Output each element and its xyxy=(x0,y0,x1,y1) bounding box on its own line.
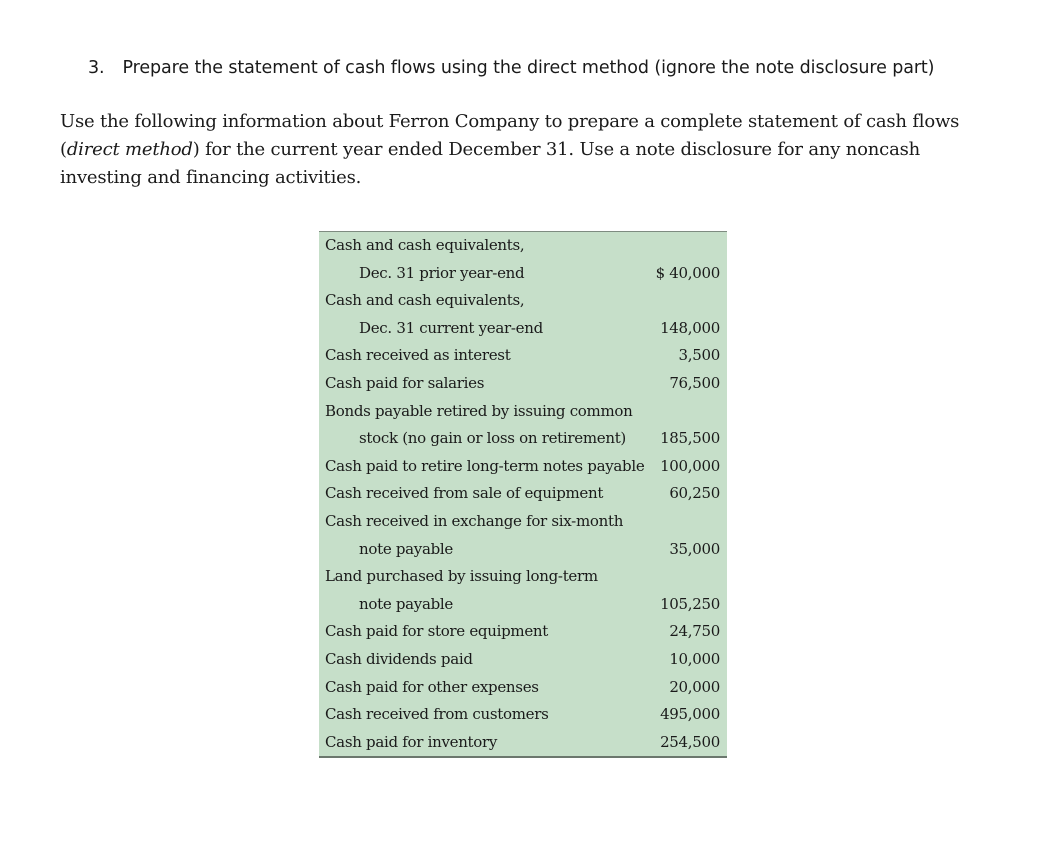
row-label: Bonds payable retired by issuing common xyxy=(325,401,633,420)
row-value: 100,000 xyxy=(660,456,720,475)
row-label: Cash and cash equivalents, xyxy=(325,236,525,254)
row-value: 10,000 xyxy=(669,649,720,668)
table-row xyxy=(319,342,727,370)
row-label: Dec. 31 current year-end xyxy=(359,318,543,337)
table-row xyxy=(319,480,727,508)
row-value: 185,500 xyxy=(660,429,720,448)
row-label: note payable xyxy=(359,539,454,558)
row-label: Cash paid for store equipment xyxy=(325,622,548,641)
table-row xyxy=(319,701,727,729)
intro-text-end: ) for the current year ended December 31. Use a note disclosure for any noncash investing and financing activities. xyxy=(60,139,921,188)
table-row xyxy=(319,425,727,453)
row-label: note payable xyxy=(359,594,454,613)
row-label: Cash paid for other expenses xyxy=(325,677,539,696)
table-row xyxy=(319,563,727,591)
table-row xyxy=(319,618,727,646)
table-row xyxy=(319,646,727,674)
row-label: Cash and cash equivalents, xyxy=(325,291,525,310)
row-value: 60,250 xyxy=(669,484,720,503)
row-value: $ 40,000 xyxy=(655,263,720,282)
row-value: 148,000 xyxy=(660,318,720,337)
table-row xyxy=(319,398,727,426)
row-value: 20,000 xyxy=(669,677,720,696)
table-row xyxy=(319,508,727,536)
row-label: Cash received from customers xyxy=(325,705,549,724)
row-value: 254,500 xyxy=(660,732,720,751)
table-row xyxy=(319,260,727,288)
row-value: 76,500 xyxy=(669,373,720,392)
row-label: Cash received as interest xyxy=(325,346,511,365)
intro-text-start: Use the following information about Ferron Company to prepare a complete statement of cash flows ( xyxy=(60,111,960,160)
table-row xyxy=(319,315,727,343)
row-label: Cash received in exchange for six-month xyxy=(325,511,624,530)
table-row xyxy=(319,370,727,398)
row-label: Cash paid for salaries xyxy=(325,373,485,392)
table-row xyxy=(319,729,727,757)
row-value: 24,750 xyxy=(669,622,720,641)
intro-paragraph xyxy=(60,108,1000,192)
row-label: Land purchased by issuing long-term xyxy=(325,567,598,586)
row-value: 35,000 xyxy=(669,539,720,558)
row-value: 495,000 xyxy=(660,705,720,724)
row-value: 3,500 xyxy=(678,346,720,365)
row-value: 105,250 xyxy=(660,594,720,613)
row-label: stock (no gain or loss on retirement) xyxy=(359,429,626,448)
question-number: 3. xyxy=(88,58,105,78)
table-row xyxy=(319,674,727,702)
row-label: Dec. 31 prior year-end xyxy=(359,263,525,282)
intro-text-italic: direct method xyxy=(66,139,193,160)
table-row xyxy=(319,453,727,481)
cash-flow-data-table xyxy=(319,231,727,758)
row-label: Cash received from sale of equipment xyxy=(325,484,604,503)
table-row xyxy=(319,536,727,564)
question-heading xyxy=(88,58,934,78)
row-label: Cash paid for inventory xyxy=(325,732,498,751)
table-row xyxy=(319,591,727,619)
table-row xyxy=(319,287,727,315)
row-label: Cash dividends paid xyxy=(325,649,473,668)
row-label: Cash paid to retire long-term notes payable xyxy=(325,456,645,475)
table-row xyxy=(319,232,727,260)
question-title: Prepare the statement of cash flows using the direct method (ignore the note disclosure part) xyxy=(122,58,935,78)
